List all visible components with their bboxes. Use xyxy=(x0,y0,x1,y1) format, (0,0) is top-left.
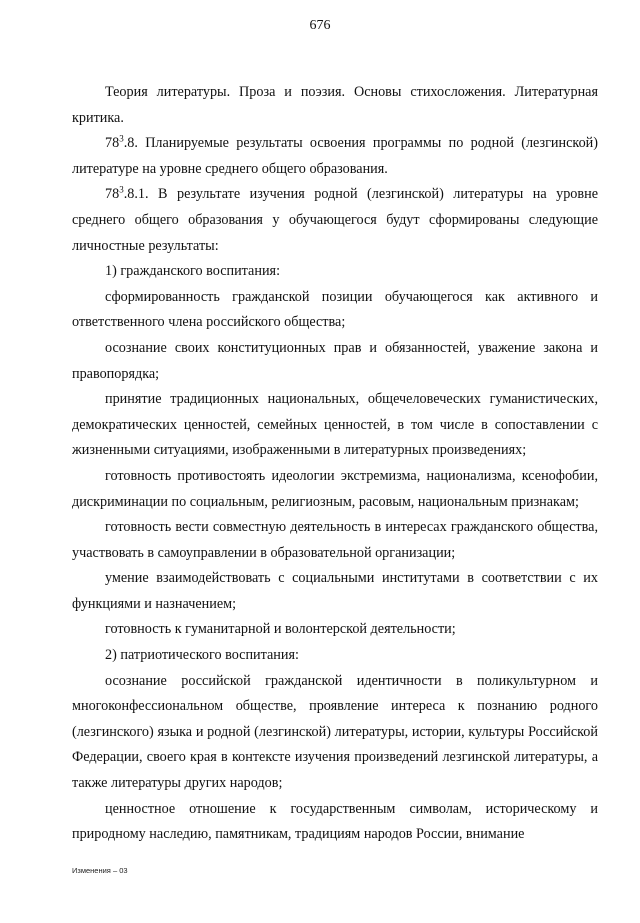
paragraph: ценностное отношение к государственным символам, историческому и природному наследию, памятникам, традициям народов России, внимание xyxy=(72,800,598,843)
section-heading: $78^3.8.1$. В результате изучения родной (лезгинской) литературы на уровне среднего общего образования у обучающегося будут сформированы следующие личностные результаты: xyxy=(72,184,598,254)
paragraph: осознание российской гражданской идентичности в поликультурном и многоконфессиональном обществе, проявление интереса к познанию родного (лезгинского) языка и родной (лезгинской) литературы, истории, культуры Российской Федерации, своего края в контексте изучения произведений лезгинской литературы, а также литературы других народов; xyxy=(72,672,598,792)
section-heading: $78^3.8$. Планируемые результаты освоения программы по родной (лезгинской) литературе на уровне среднего общего образования. xyxy=(72,133,598,177)
list-heading: 1) гражданского воспитания: xyxy=(105,263,281,280)
paragraph: Теория литературы. Проза и поэзия. Основы стихосложения. Литературная критика. xyxy=(72,84,598,126)
page-number: 676 xyxy=(309,18,331,33)
document-body xyxy=(72,80,598,848)
paragraph: осознание своих конституционных прав и обязанностей, уважение закона и правопорядка; xyxy=(72,339,598,382)
paragraph: готовность противостоять идеологии экстремизма, национализма, ксенофобии, дискриминации по социальным, религиозным, расовым, национальным признакам; xyxy=(72,467,598,510)
paragraph: принятие традиционных национальных, общечеловеческих гуманистических, демократических ценностей, семейных ценностей, в том числе в сопоставлении с жизненными ситуациями, изображенными в литературных произведениях; xyxy=(72,391,598,459)
paragraph: умение взаимодействовать с социальными институтами в соответствии с их функциями и назначением; xyxy=(72,570,598,612)
paragraph: сформированность гражданской позиции обучающегося как активного и ответственного члена российского общества; xyxy=(72,288,598,331)
paragraph: готовность к гуманитарной и волонтерской деятельности; xyxy=(105,621,456,638)
list-heading: 2) патриотического воспитания: xyxy=(105,647,299,664)
footer-revision-note: Изменения – 03 xyxy=(72,866,128,875)
paragraph: готовность вести совместную деятельность в интересах гражданского общества, участвовать в самоуправлении в образовательной организации; xyxy=(72,519,598,561)
